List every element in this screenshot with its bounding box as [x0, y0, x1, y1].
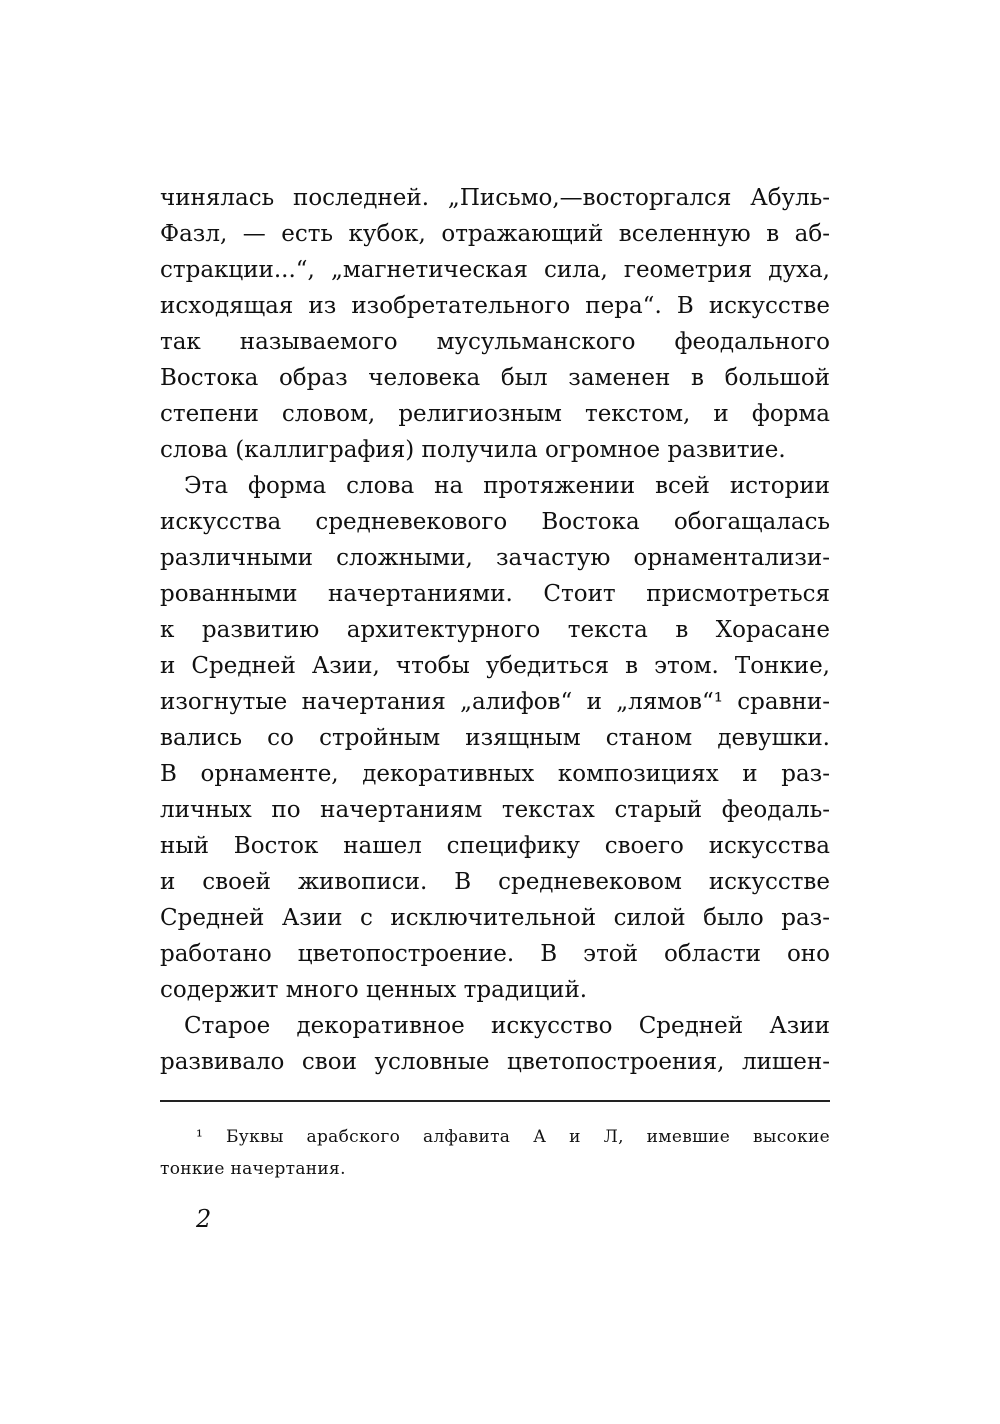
text-line: изогнутые начертания „алифов“ и „лямов“¹ сравни-: [160, 689, 830, 715]
text-line: искусства средневекового Востока обогащалась: [160, 509, 830, 535]
text-line: вались со стройным изящным станом девушки.: [160, 725, 830, 751]
text-line: Фазл, — есть кубок, отражающий вселенную в аб-: [160, 221, 830, 247]
page-number: 2: [196, 1205, 212, 1233]
text-line: ный Восток нашел специфику своего искусства: [160, 833, 830, 859]
paragraph-3: [160, 1008, 830, 1080]
page-body: [160, 180, 830, 1080]
footnote-divider: [160, 1100, 830, 1102]
text-line: Старое декоративное искусство Средней Азии: [184, 1013, 830, 1039]
text-line: чинялась последней. „Письмо,—восторгался Абуль-: [160, 185, 830, 211]
paragraph-2: [160, 468, 830, 1008]
text-line: степени словом, религиозным текстом, и форма: [160, 401, 830, 427]
text-line: исходящая из изобретательного пера“. В искусстве: [160, 293, 830, 319]
text-line: рованными начертаниями. Стоит присмотреться: [160, 581, 830, 607]
text-line: стракции...“, „магнетическая сила, геометрия духа,: [160, 257, 830, 283]
text-line: содержит много ценных традиций.: [160, 977, 588, 1003]
text-line: работано цветопостроение. В этой области оно: [160, 941, 830, 967]
text-line: личных по начертаниям текстах старый феодаль-: [160, 797, 830, 823]
text-line: Востока образ человека был заменен в большой: [160, 365, 830, 391]
text-line: развивало свои условные цветопостроения, лишен-: [160, 1049, 830, 1075]
text-line: слова (каллиграфия) получила огромное развитие.: [160, 437, 786, 463]
text-line: и Средней Азии, чтобы убедиться в этом. Тонкие,: [160, 653, 830, 679]
text-line: В орнаменте, декоративных композициях и раз-: [160, 761, 830, 787]
footnote-line: ¹ Буквы арабского алфавита А и Л, имевшие высокие: [196, 1127, 830, 1147]
text-line: к развитию архитектурного текста в Хорасане: [160, 617, 830, 643]
text-line: так называемого мусульманского феодального: [160, 329, 830, 355]
text-line: различными сложными, зачастую орнаментализи-: [160, 545, 830, 571]
paragraph-1: [160, 180, 830, 468]
footnote: [160, 1121, 830, 1185]
text-line: Средней Азии с исключительной силой было раз-: [160, 905, 830, 931]
footnote-line: тонкие начертания.: [160, 1159, 346, 1179]
text-line: Эта форма слова на протяжении всей истории: [184, 473, 830, 499]
text-line: и своей живописи. В средневековом искусстве: [160, 869, 830, 895]
